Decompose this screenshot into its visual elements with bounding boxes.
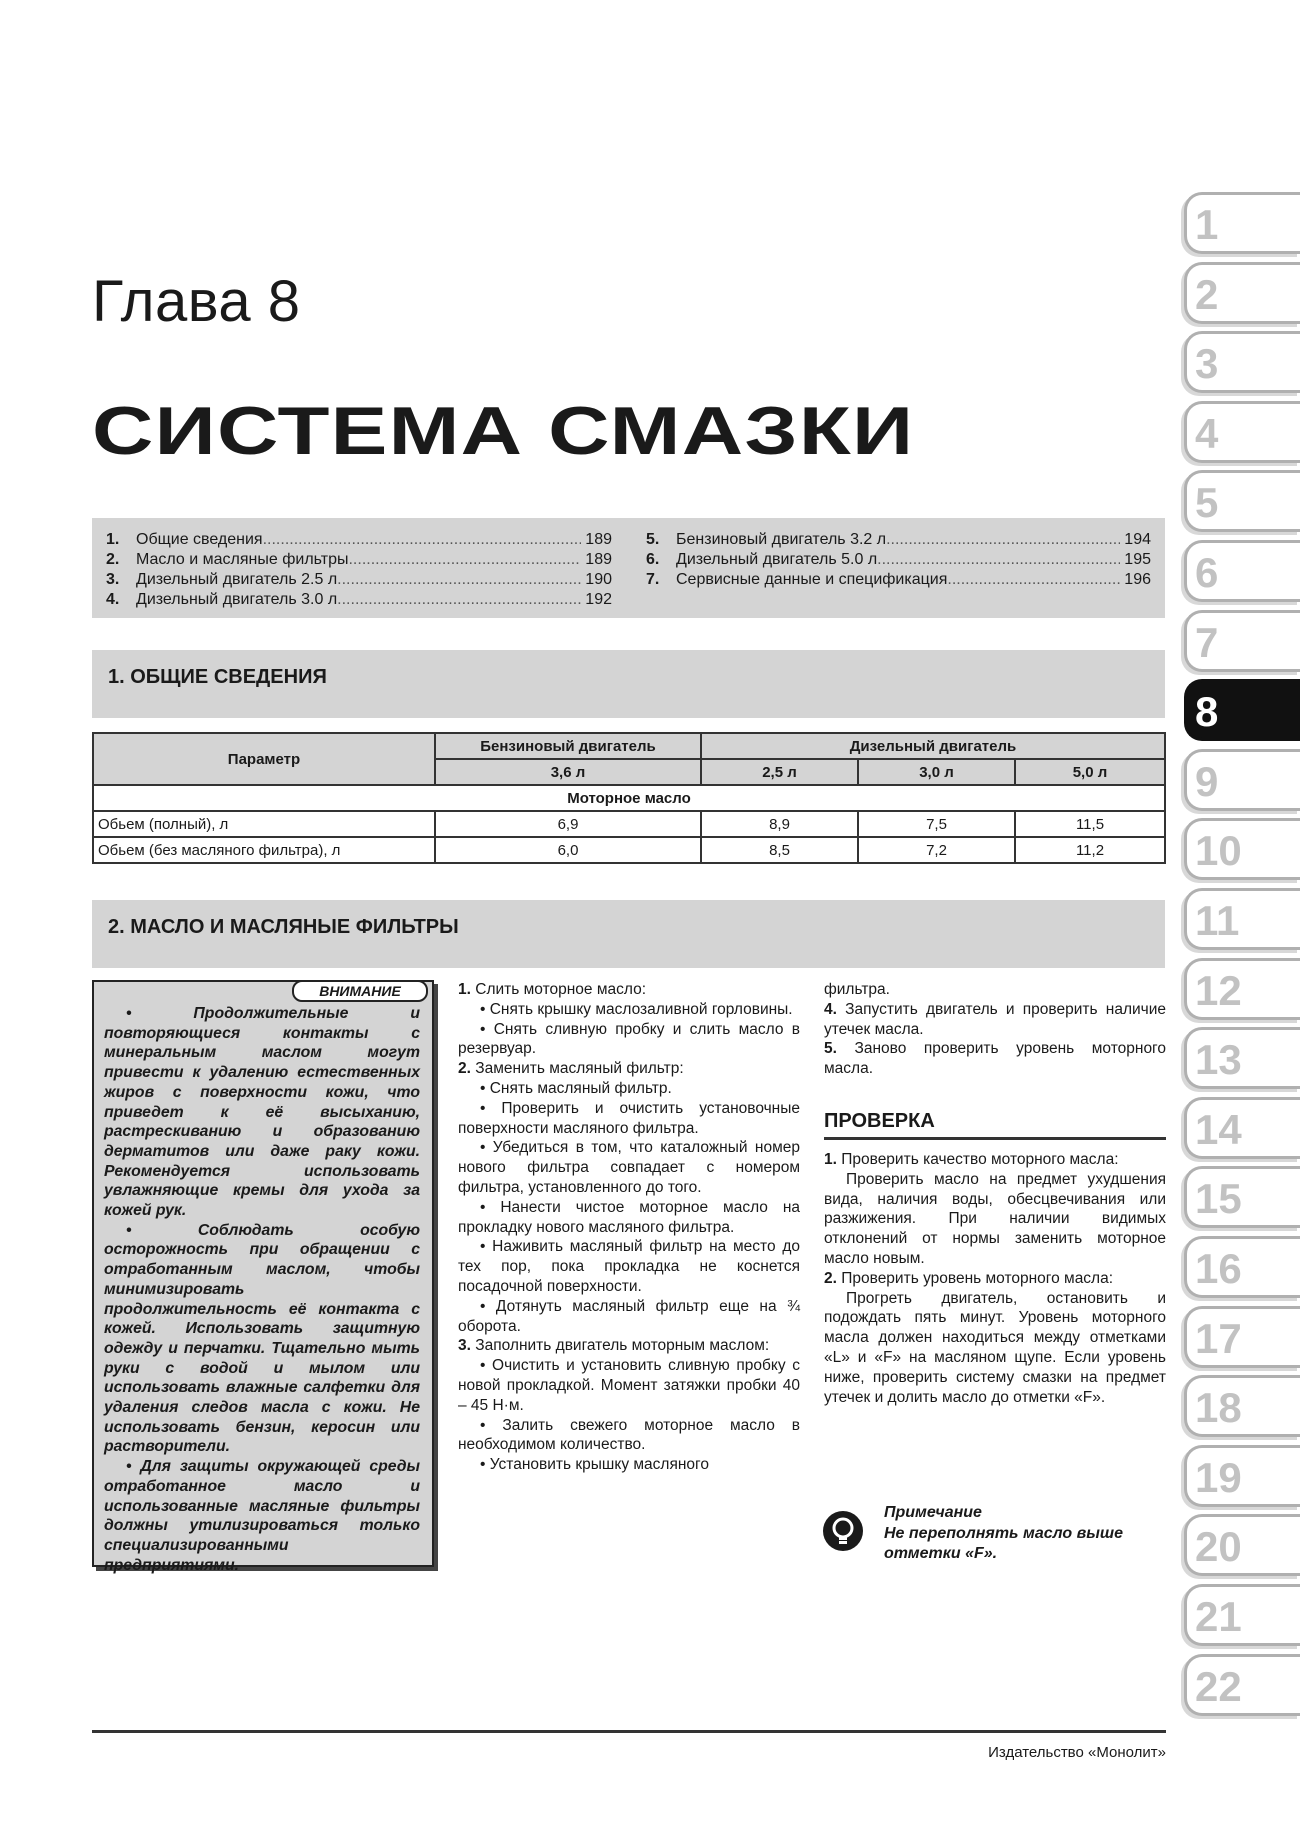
chapter-tab-label: 15	[1195, 1175, 1242, 1223]
step-text: Заново проверить уровень моторного масла.	[824, 1040, 1166, 1078]
step-substep: • Залить свежего моторное масло в необходимом количество.	[458, 1416, 800, 1454]
toc-text: Сервисные данные и спецификация	[676, 571, 948, 588]
toc-num: 2.	[106, 551, 120, 568]
toc-page: 189	[585, 531, 612, 548]
chapter-tab-label: 3	[1195, 340, 1219, 388]
cell-value: 11,2	[1015, 837, 1165, 863]
chapter-tab-20[interactable]	[1184, 1514, 1300, 1576]
group-header: Моторное масло	[93, 785, 1165, 811]
step-text: Проверить уровень моторного масла:	[841, 1269, 1114, 1287]
warning-text	[104, 1004, 420, 1575]
toc-num: 3.	[106, 571, 120, 588]
chapter-tab-3[interactable]	[1184, 331, 1300, 393]
chapter-tab-11[interactable]	[1184, 888, 1300, 950]
step-substep: Проверить масло на предмет ухудшения вида, наличия воды, обесцвечивания или разжижения. При наличии видимых отклонений от нормы заменить моторное масло новым.	[824, 1170, 1166, 1267]
step-substep: • Снять сливную пробку и слить масло в резервуар.	[458, 1020, 800, 1058]
step-text: Проверить качество моторного масла:	[841, 1151, 1119, 1168]
section-2-title: 2. МАСЛО И МАСЛЯНЫЕ ФИЛЬТРЫ	[108, 916, 459, 938]
chapter-tab-16[interactable]	[1184, 1236, 1300, 1298]
step-substep: • Установить крышку масляного	[480, 1456, 709, 1474]
step-substep: • Снять крышку маслозаливной горловины.	[480, 1000, 793, 1018]
chapter-tab-9[interactable]	[1184, 749, 1300, 811]
step-substep: • Дотянуть масляный фильтр еще на ¾ оборота.	[458, 1297, 800, 1335]
row-label: Обьем (без масляного фильтра), л	[93, 837, 435, 863]
chapter-tab-19[interactable]	[1184, 1445, 1300, 1507]
engine-header: 5,0 л	[1015, 759, 1165, 785]
oil-volume-table	[92, 732, 1166, 864]
warning-paragraph: • Продолжительные и повторяющиеся контакты с минеральным маслом могут привести к удалению естественных жиров с поверхности кожи, что приведет к её высыханию, растрескиванию и образованию дерматитов или даже раку кожи. Рекомендуется использовать увлажняющие кремы для ухода за кожей рук.	[104, 1005, 420, 1220]
chapter-tab-8[interactable]	[1184, 679, 1300, 741]
toc-item[interactable]	[632, 550, 1151, 570]
chapter-tab-15[interactable]	[1184, 1166, 1300, 1228]
chapter-tab-10[interactable]	[1184, 818, 1300, 880]
chapter-tab-label: 18	[1195, 1384, 1242, 1432]
toc-page: 195	[1124, 551, 1151, 568]
step-text: Заменить масляный фильтр:	[475, 1060, 684, 1078]
chapter-tab-label: 8	[1195, 688, 1219, 736]
chapter-tab-label: 22	[1195, 1662, 1242, 1710]
toc-page: 194	[1124, 531, 1151, 548]
toc-item[interactable]	[92, 530, 612, 550]
step-number: 3.	[458, 1337, 471, 1355]
chapter-tab-2[interactable]	[1184, 262, 1300, 324]
chapter-tab-6[interactable]	[1184, 540, 1300, 602]
step-substep: • Наживить масляный фильтр на место до тех пор, пока прокладка не коснется посадочной поверхности.	[458, 1238, 800, 1295]
chapter-tab-21[interactable]	[1184, 1584, 1300, 1646]
toc-text: Дизельный двигатель 5.0 л	[676, 551, 878, 568]
chapter-tab-1[interactable]	[1184, 192, 1300, 254]
step-number: 1.	[458, 981, 471, 998]
diesel-engine-header: Дизельный двигатель	[701, 733, 1165, 759]
step-substep: • Снять масляный фильтр.	[480, 1079, 672, 1097]
chapter-tab-label: 17	[1195, 1314, 1242, 1362]
cell-value: 7,5	[858, 811, 1015, 837]
chapter-tab-12[interactable]	[1184, 958, 1300, 1020]
toc-num: 1.	[106, 531, 120, 548]
chapter-tab-4[interactable]	[1184, 401, 1300, 463]
right-column-top	[824, 980, 1166, 1079]
chapter-tab-label: 13	[1195, 1036, 1242, 1084]
toc-num: 6.	[646, 551, 660, 568]
toc-text: Масло и масляные фильтры	[136, 551, 349, 568]
chapter-tab-label: 14	[1195, 1105, 1242, 1153]
chapter-title: СИСТЕМА СМАЗКИ	[92, 393, 915, 469]
chapter-tab-5[interactable]	[1184, 470, 1300, 532]
toc-item[interactable]	[92, 550, 612, 570]
step-text: Запустить двигатель и проверить наличие утечек масла.	[824, 1000, 1166, 1038]
toc-page: 196	[1124, 571, 1151, 588]
toc-text: Бензиновый двигатель 3.2 л	[676, 531, 887, 548]
step-number: 4.	[824, 1000, 837, 1018]
chapter-tab-label: 21	[1195, 1593, 1242, 1640]
step-substep: Прогреть двигатель, остановить и подождать пять минут. Уровень моторного масла должен находиться между отметками «L» и «F» на масляном щупе. Если уровень ниже, проверить систему смазки на предмет утечек и долить масло до отметки «F».	[824, 1289, 1166, 1406]
toc-item[interactable]	[632, 570, 1151, 590]
chapter-tab-label: 1	[1195, 201, 1219, 248]
cell-value: 8,5	[701, 837, 858, 863]
chapter-tab-7[interactable]	[1184, 610, 1300, 672]
chapter-tab-label: 7	[1195, 618, 1219, 666]
chapter-tab-17[interactable]	[1184, 1306, 1300, 1368]
toc-text: Дизельный двигатель 2.5 л	[136, 571, 338, 588]
toc-page: 190	[585, 571, 612, 588]
cell-value: 7,2	[858, 837, 1015, 863]
section-1-title: 1. ОБЩИЕ СВЕДЕНИЯ	[108, 666, 327, 688]
table-row	[93, 837, 1165, 863]
table-of-contents	[92, 518, 1165, 618]
section-1-header	[92, 650, 1165, 718]
step-substep: • Очистить и установить сливную пробку с новой прокладкой. Момент затяжки пробки 40 – 45 Н·м.	[458, 1357, 800, 1414]
footer-rule	[92, 1730, 1166, 1733]
cell-value: 6,0	[435, 837, 701, 863]
step-substep: • Убедиться в том, что каталожный номер нового фильтра совпадает с номером фильтра, установленного до того.	[458, 1139, 800, 1196]
step-substep: • Проверить и очистить установочные поверхности масляного фильтра.	[458, 1099, 800, 1137]
check-heading: ПРОВЕРКА	[824, 1110, 1166, 1140]
toc-item[interactable]	[92, 590, 612, 610]
chapter-tab-label: 16	[1195, 1245, 1242, 1292]
lightbulb-icon	[822, 1510, 864, 1552]
toc-num: 7.	[646, 571, 660, 588]
toc-num: 4.	[106, 591, 120, 608]
cell-value: 6,9	[435, 811, 701, 837]
middle-column	[458, 980, 800, 1475]
publisher-footer: Издательство «Монолит»	[988, 1744, 1166, 1761]
step-number: 5.	[824, 1040, 837, 1058]
right-column-check	[824, 1150, 1166, 1407]
step-number: 2.	[824, 1269, 837, 1287]
cell-value: 8,9	[701, 811, 858, 837]
engine-header: 2,5 л	[701, 759, 858, 785]
toc-item[interactable]	[92, 570, 612, 590]
row-label: Обьем (полный), л	[93, 811, 435, 837]
petrol-engine-header: Бензиновый двигатель	[435, 733, 701, 759]
chapter-tab-label: 5	[1195, 479, 1219, 527]
note-text: Не переполнять масло выше отметки «F».	[884, 1525, 1124, 1562]
table-row	[93, 811, 1165, 837]
step-text: Заполнить двигатель моторным маслом:	[475, 1337, 770, 1355]
param-header: Параметр	[93, 733, 435, 785]
toc-num: 5.	[646, 531, 660, 548]
toc-page: 189	[585, 551, 612, 568]
note-label: Примечание	[884, 1504, 982, 1521]
chapter-tab-label: 9	[1195, 757, 1219, 805]
step-number: 2.	[458, 1060, 471, 1078]
chapter-tab-18[interactable]	[1184, 1375, 1300, 1437]
step-substep: • Нанести чистое моторное масло на прокладку нового масляного фильтра.	[458, 1198, 800, 1236]
chapter-label: Глава 8	[92, 269, 301, 334]
step-text: Слить моторное масло:	[475, 981, 647, 998]
section-2-header	[92, 900, 1165, 968]
chapter-tab-label: 11	[1195, 897, 1240, 944]
chapter-tab-label: 20	[1195, 1523, 1242, 1571]
chapter-tab-label: 4	[1195, 409, 1219, 457]
cell-value: 11,5	[1015, 811, 1165, 837]
toc-right-column	[632, 530, 1151, 590]
toc-text: Общие сведения	[136, 531, 263, 548]
chapter-tab-label: 10	[1195, 827, 1242, 875]
step-continued: фильтра.	[824, 981, 890, 998]
chapter-tab-label: 6	[1195, 549, 1219, 596]
warning-badge: ВНИМАНИЕ	[292, 980, 428, 1002]
chapter-tab-label: 12	[1195, 966, 1242, 1014]
toc-page: 192	[585, 591, 612, 608]
step-number: 1.	[824, 1151, 837, 1168]
chapter-tab-13[interactable]	[1184, 1027, 1300, 1089]
chapter-tab-14[interactable]	[1184, 1097, 1300, 1159]
toc-item[interactable]	[632, 530, 1151, 550]
engine-header: 3,6 л	[435, 759, 701, 785]
chapter-tab-label: 19	[1195, 1453, 1242, 1501]
warning-paragraph: • Соблюдать особую осторожность при обращении с отработанным маслом, чтобы минимизировать продолжительность её контакта с кожей. Использовать защитную одежду и перчатки. Тщательно мыть руки с водой и мылом или использовать влажные салфетки для удаления следов масла с кожи. Не использовать бензин, керосин или растворители.	[104, 1221, 420, 1456]
toc-left-column	[92, 530, 612, 610]
chapter-tab-label: 2	[1195, 270, 1219, 318]
toc-text: Дизельный двигатель 3.0 л	[136, 591, 338, 608]
engine-header: 3,0 л	[858, 759, 1015, 785]
warning-paragraph: • Для защиты окружающей среды отработанное масло и использованные масляные фильтры должны утилизироваться только специализированными предприятиями.	[104, 1458, 420, 1574]
chapter-tab-22[interactable]	[1184, 1654, 1300, 1716]
